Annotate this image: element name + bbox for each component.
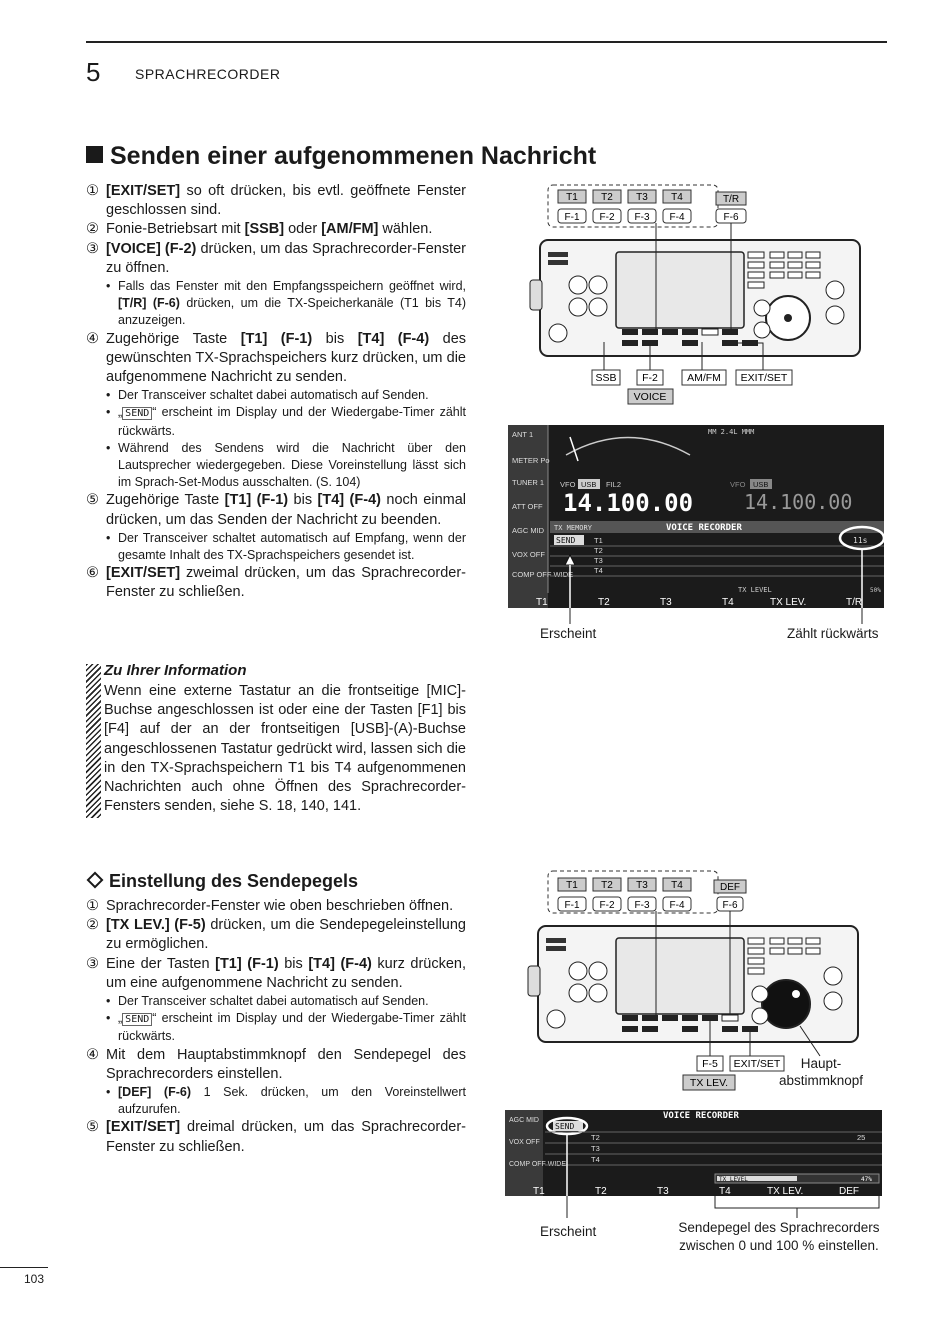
side-label: ATT OFF: [512, 502, 543, 511]
section1-steps: [86, 182, 466, 603]
bullet: • [DEF] (F-6) 1 Sek. drücken, um den Voreinstellwert aufzurufen.: [86, 1084, 466, 1118]
tx-level-label: TX LEVEL: [738, 586, 772, 594]
hatch-stripe: [86, 664, 101, 818]
subsection-heading: Einstellung des Sendepegels: [86, 871, 358, 892]
side-label: VOX OFF: [512, 550, 545, 559]
tx-level-percent: 50%: [870, 587, 881, 594]
side-label: COMP OFF WIDE: [512, 570, 574, 579]
caption-appears: Erscheint: [540, 626, 597, 641]
tx-level-value: 47%: [861, 1176, 872, 1183]
key-f-6: F-6: [723, 212, 739, 223]
fkey-label: T3: [657, 1186, 669, 1196]
key-top-1: T1: [566, 880, 578, 891]
sub-vfo-label: VFO: [730, 480, 746, 489]
memory-row: T2: [594, 546, 603, 555]
key-f-2: F-2: [599, 212, 615, 223]
callout-ssb: SSB: [595, 372, 617, 384]
step-5: ⑤ Zugehörige Taste [T1] (F-1) bis [T4] (F-4) noch einmal drücken, um das Senden der Nachricht zu beenden.: [86, 492, 467, 528]
header-rule: [86, 41, 887, 43]
side-label: METER Po: [512, 456, 550, 465]
leader-lines-1: [508, 608, 884, 624]
top-status: MM 2.4L MMM: [708, 428, 755, 436]
key-top-1: T1: [566, 192, 578, 203]
bullet: • Der Transceiver schaltet automatisch auf Empfang, wenn der gesamte Inhalt des TX-Sprachspeichers gesendet ist.: [86, 530, 466, 564]
key-f-4: F-4: [669, 212, 685, 223]
send-indicator: SEND: [555, 1122, 575, 1131]
bullet: • Der Transceiver schaltet dabei automatisch auf Senden.: [86, 993, 466, 1010]
side-label: COMP OFF WIDE: [509, 1161, 567, 1168]
fkey-label: TX LEV.: [767, 1186, 804, 1196]
memory-row: T4: [591, 1155, 600, 1164]
diamond-icon: [87, 872, 104, 889]
transceiver-figure-1: [520, 180, 900, 410]
sub-frequency: 14.100.00: [744, 490, 853, 514]
key-f-4: F-4: [669, 900, 685, 911]
caption-send-level: Sendepegel des Sprachrecorders zwischen 0 und 100 % einstellen.: [678, 1220, 880, 1253]
step-3: ③ [VOICE] (F-2) drücken, um das Sprachrecorder-Fenster zu öffnen.: [86, 240, 467, 276]
chapter-title: SPRACHRECORDER: [135, 66, 281, 82]
knob-label: Haupt-abstimmknopf: [778, 1056, 864, 1088]
side-label: VOX OFF: [509, 1139, 540, 1146]
bullet: • Falls das Fenster mit den Empfangsspeichern geöffnet wird, [T/R] (F-6) drücken, um die TX-Speicherkanäle (T1 bis T4) anzuzeigen.: [86, 278, 466, 330]
fkey-label: T1: [533, 1186, 545, 1196]
callout-exitset: EXIT/SET: [733, 1058, 781, 1070]
step-4: ④ Zugehörige Taste [T1] (F-1) bis [T4] (F-4) des gewünschten TX-Sprachspeichers kurz drücken, um die aufgenommene Nachricht zu senden.: [86, 330, 467, 386]
display-screenshot-1: [508, 425, 884, 608]
key-top-2: T2: [601, 880, 613, 891]
key-top-6: T/R: [722, 194, 740, 205]
side-label: AGC MID: [509, 1117, 539, 1124]
memory-time: 25: [857, 1133, 866, 1142]
fkey-label: T4: [719, 1186, 731, 1196]
key-f-3: F-3: [634, 900, 650, 911]
section2-steps: [86, 897, 466, 1157]
memory-row: T1: [594, 536, 603, 545]
callout-voice: VOICE: [633, 391, 667, 403]
callout-f2: F-2: [642, 372, 658, 384]
fkey-label: T2: [595, 1186, 607, 1196]
chapter-number: 5: [86, 57, 101, 87]
info-title: Zu Ihrer Information: [104, 662, 247, 679]
step-2: ② Fonie-Betriebsart mit [SSB] oder [AM/FM] wählen.: [86, 221, 433, 238]
key-top-3: T3: [636, 880, 648, 891]
fkey-label: T4: [722, 597, 734, 608]
square-bullet-icon: [86, 146, 103, 163]
callout-amfm: AM/FM: [687, 372, 721, 384]
side-label: AGC MID: [512, 526, 545, 535]
step-3: ③ Eine der Tasten [T1] (F-1) bis [T4] (F-4) kurz drücken, um eine aufgenommene Nachricht zu senden.: [86, 955, 466, 991]
display-screenshot-2: [505, 1110, 882, 1196]
info-box: [86, 662, 466, 818]
mode-label: USB: [581, 480, 597, 489]
step-1: ① Sprachrecorder-Fenster wie oben beschrieben öffnen.: [86, 898, 454, 914]
send-indicator: SEND: [556, 536, 576, 545]
page-number: 103: [0, 1267, 48, 1286]
key-top-2: T2: [601, 192, 613, 203]
fkey-label: T3: [660, 597, 672, 608]
bullet: • „ SEND “ erscheint im Display und der Wiedergabe-Timer zählt rückwärts.: [86, 1010, 466, 1045]
memory-row: T4: [594, 566, 603, 575]
panel-title: VOICE RECORDER: [666, 523, 742, 533]
callout-exitset: EXIT/SET: [740, 372, 788, 384]
vfo-label: VFO: [560, 480, 576, 489]
step-5: ⑤ [EXIT/SET] dreimal drücken, um das Sprachrecorder-Fenster zu schließen.: [86, 1119, 466, 1155]
main-dial-knob: [762, 980, 810, 1028]
sub-mode-label: USB: [753, 480, 769, 489]
key-f-3: F-3: [634, 212, 650, 223]
side-label: ANT 1: [512, 430, 534, 439]
key-f-2: F-2: [599, 900, 615, 911]
memory-row: T3: [594, 556, 603, 565]
key-f-6: F-6: [722, 900, 738, 911]
info-text: Wenn eine externe Tastatur an die frontseitige [MIC]-Buchse angeschlossen ist oder eine der Tasten [F1] bis [F4] auf der an der frontseitigen [USB]-(A)-Buchse angeschlossenen Tastatur gedrückt wird, lassen sich die in den TX-Sprachspeichern T1 bis T4 aufgenommenen Nachrichten auch ohne Öffnen des Sprachrecorder-Fensters senden, siehe S. 18, 140, 141.: [104, 683, 466, 815]
main-frequency: 14.100.00: [563, 489, 694, 517]
bullet: • „ SEND “ erscheint im Display und der Wiedergabe-Timer zählt rückwärts.: [86, 404, 466, 439]
tx-level-label: TX LEVEL: [719, 1176, 748, 1183]
bullet: • Der Transceiver schaltet dabei automatisch auf Senden.: [86, 387, 466, 404]
leader-lines-2: [505, 1196, 882, 1220]
step-2: ② [TX LEV.] (F-5) drücken, um die Sendepegeleinstellung zu ermöglichen.: [86, 917, 466, 953]
panel-left-label: TX MEMORY: [554, 524, 592, 532]
fkey-label: T1: [536, 597, 548, 608]
filter-label: FIL2: [606, 480, 622, 489]
key-top-6: DEF: [720, 882, 740, 893]
step-1: ① [EXIT/SET] so oft drücken, bis evtl. geöffnete Fenster geschlossen sind.: [86, 183, 466, 219]
fkey-label: DEF: [839, 1186, 859, 1196]
memory-row: T2: [591, 1133, 600, 1142]
key-f-1: F-1: [564, 900, 580, 911]
fkey-label: TX LEV.: [770, 597, 807, 608]
step-6: ⑥ [EXIT/SET] zweimal drücken, um das Sprachrecorder-Fenster zu schließen.: [86, 565, 466, 601]
callout-f5: F-5: [702, 1058, 718, 1070]
memory-row: T3: [591, 1144, 600, 1153]
step-4: ④ Mit dem Hauptabstimmknopf den Sendepegel des Sprachrecorders einstellen.: [86, 1046, 466, 1082]
side-label: TUNER 1: [512, 478, 545, 487]
key-top-4: T4: [671, 880, 683, 891]
callout-txlev: TX LEV.: [689, 1077, 729, 1089]
caption-appears: Erscheint: [540, 1224, 597, 1239]
section-heading: Senden einer aufgenommenen Nachricht: [86, 142, 596, 171]
caption-counts-down: Zählt rückwärts: [787, 626, 879, 641]
key-f-1: F-1: [564, 212, 580, 223]
key-top-4: T4: [671, 192, 683, 203]
fkey-label: T2: [598, 597, 610, 608]
bullet: • Während des Sendens wird die Nachricht über den Lautsprecher wiedergegeben. Diese Voreinstellung lässt sich im Sprach-Set-Modus ausschalten. (S. 104): [86, 440, 466, 492]
fkey-label: T/R: [846, 597, 863, 608]
key-top-3: T3: [636, 192, 648, 203]
timer-value: 11s: [853, 536, 868, 545]
panel-title: VOICE RECORDER: [663, 1111, 739, 1121]
